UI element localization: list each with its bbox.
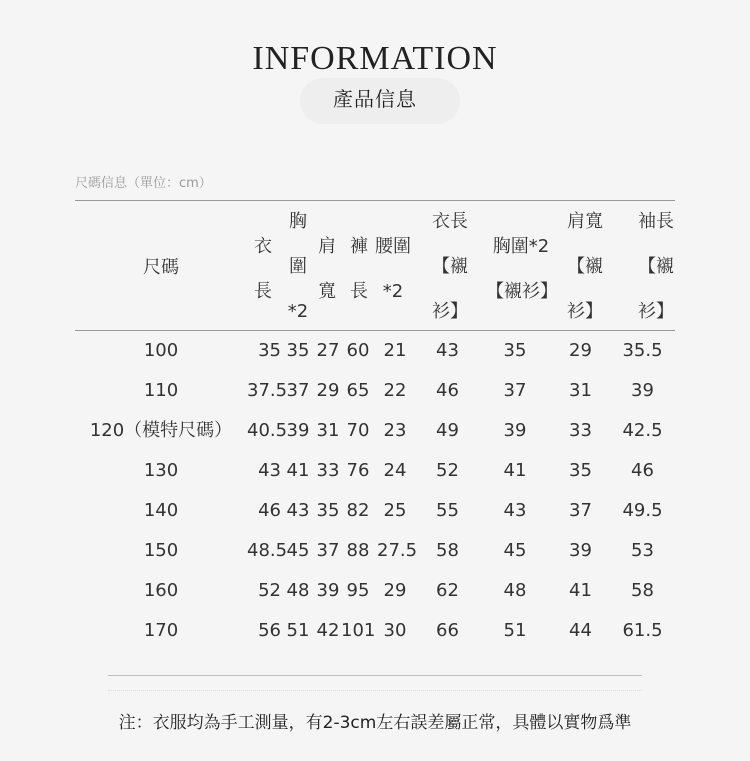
header-shoulder: 肩 寬 bbox=[318, 236, 336, 302]
cell: 43 bbox=[436, 340, 459, 361]
cell-size: 100 bbox=[143, 340, 179, 361]
cell: 41 bbox=[286, 460, 310, 481]
cell: 48 bbox=[503, 580, 527, 601]
cell: 30 bbox=[383, 620, 407, 641]
cell: 52 bbox=[258, 580, 281, 601]
cell: 56 bbox=[258, 620, 281, 641]
cell: 76 bbox=[346, 460, 370, 481]
cell: 45 bbox=[503, 540, 527, 561]
cell: 37.5 bbox=[247, 380, 288, 401]
cell: 37 bbox=[569, 500, 592, 521]
cell: 33 bbox=[569, 420, 592, 441]
cell: 35 bbox=[569, 460, 592, 481]
header-waist: 腰圍 *2 bbox=[375, 236, 411, 302]
cell: 42.5 bbox=[622, 420, 663, 441]
cell: 42 bbox=[316, 620, 340, 641]
header-shirt-shoulder: 肩寬 【襯 衫】 bbox=[567, 211, 603, 322]
cell-size: 140 bbox=[143, 500, 179, 521]
table-row bbox=[0, 411, 750, 451]
cell: 39 bbox=[569, 540, 592, 561]
cell: 41 bbox=[503, 460, 527, 481]
cell: 44 bbox=[569, 620, 592, 641]
cell: 27.5 bbox=[377, 540, 418, 561]
cell: 21 bbox=[383, 340, 407, 361]
table-top-rule bbox=[75, 200, 675, 201]
cell: 33 bbox=[316, 460, 340, 481]
cell-size: 120（模特尺碼） bbox=[89, 420, 233, 441]
cell: 51 bbox=[286, 620, 310, 641]
cell: 29 bbox=[316, 380, 340, 401]
cell-size: 150 bbox=[143, 540, 179, 561]
cell: 37 bbox=[286, 380, 310, 401]
cell: 58 bbox=[436, 540, 459, 561]
size-info-caption: 尺碼信息（單位：cm） bbox=[75, 176, 212, 191]
cell-size: 110 bbox=[143, 380, 179, 401]
cell: 39 bbox=[286, 420, 310, 441]
table-row bbox=[0, 331, 750, 371]
cell: 48 bbox=[286, 580, 310, 601]
table-row bbox=[0, 491, 750, 531]
cell: 25 bbox=[383, 500, 407, 521]
table-row bbox=[0, 371, 750, 411]
cell: 29 bbox=[383, 580, 407, 601]
cell: 23 bbox=[383, 420, 407, 441]
cell: 40.5 bbox=[247, 420, 288, 441]
header-shirt-length: 衣長 【襯 衫】 bbox=[432, 211, 468, 322]
header-length: 衣 長 bbox=[254, 236, 272, 302]
cell: 49 bbox=[436, 420, 459, 441]
header-shirt-sleeve: 袖長 【襯 衫】 bbox=[638, 211, 674, 322]
cell: 88 bbox=[346, 540, 370, 561]
cell: 95 bbox=[346, 580, 370, 601]
cell: 22 bbox=[383, 380, 407, 401]
cell: 37 bbox=[503, 380, 527, 401]
cell: 39 bbox=[503, 420, 527, 441]
cell: 51 bbox=[503, 620, 527, 641]
cell: 62 bbox=[436, 580, 459, 601]
cell: 58 bbox=[631, 580, 654, 601]
cell: 46 bbox=[436, 380, 459, 401]
measurement-note: 注：衣服均為手工測量，有2-3cm左右誤差屬正常，具體以實物爲準 bbox=[118, 713, 632, 733]
header-chest: 胸 圍 *2 bbox=[287, 211, 309, 322]
page-title: INFORMATION bbox=[252, 40, 498, 77]
cell: 39 bbox=[631, 380, 654, 401]
cell: 24 bbox=[383, 460, 407, 481]
cell: 49.5 bbox=[622, 500, 663, 521]
table-row bbox=[0, 571, 750, 611]
cell-size: 160 bbox=[143, 580, 179, 601]
cell: 35.5 bbox=[622, 340, 663, 361]
table-row bbox=[0, 611, 750, 651]
cell: 82 bbox=[346, 500, 370, 521]
table-row bbox=[0, 451, 750, 491]
cell: 29 bbox=[569, 340, 592, 361]
table-row bbox=[0, 531, 750, 571]
cell: 46 bbox=[258, 500, 281, 521]
cell: 27 bbox=[316, 340, 340, 361]
cell: 35 bbox=[503, 340, 527, 361]
cell: 60 bbox=[346, 340, 370, 361]
cell: 48.5 bbox=[247, 540, 288, 561]
cell: 61.5 bbox=[622, 620, 663, 641]
cell: 70 bbox=[346, 420, 370, 441]
header-size: 尺碼 bbox=[143, 257, 179, 278]
cell: 43 bbox=[258, 460, 281, 481]
cell: 35 bbox=[286, 340, 310, 361]
cell: 66 bbox=[436, 620, 459, 641]
cell: 31 bbox=[316, 420, 340, 441]
cell: 65 bbox=[346, 380, 370, 401]
cell: 45 bbox=[286, 540, 310, 561]
cell-size: 130 bbox=[143, 460, 179, 481]
cell: 35 bbox=[258, 340, 281, 361]
cell: 43 bbox=[286, 500, 310, 521]
header-shirt-chest: 胸圍*2 【襯衫】 bbox=[486, 236, 558, 302]
cell: 53 bbox=[631, 540, 654, 561]
note-divider bbox=[108, 690, 642, 697]
table-bottom-rule bbox=[108, 675, 642, 676]
header-pants-length: 褲 長 bbox=[350, 236, 368, 302]
cell: 31 bbox=[569, 380, 592, 401]
cell: 37 bbox=[316, 540, 340, 561]
cell: 39 bbox=[316, 580, 340, 601]
cell: 43 bbox=[503, 500, 527, 521]
cell: 101 bbox=[341, 620, 376, 641]
page-subtitle: 產品信息 bbox=[333, 87, 417, 111]
cell: 52 bbox=[436, 460, 459, 481]
cell-size: 170 bbox=[143, 620, 179, 641]
cell: 41 bbox=[569, 580, 592, 601]
cell: 35 bbox=[316, 500, 340, 521]
cell: 46 bbox=[631, 460, 654, 481]
cell: 55 bbox=[436, 500, 459, 521]
